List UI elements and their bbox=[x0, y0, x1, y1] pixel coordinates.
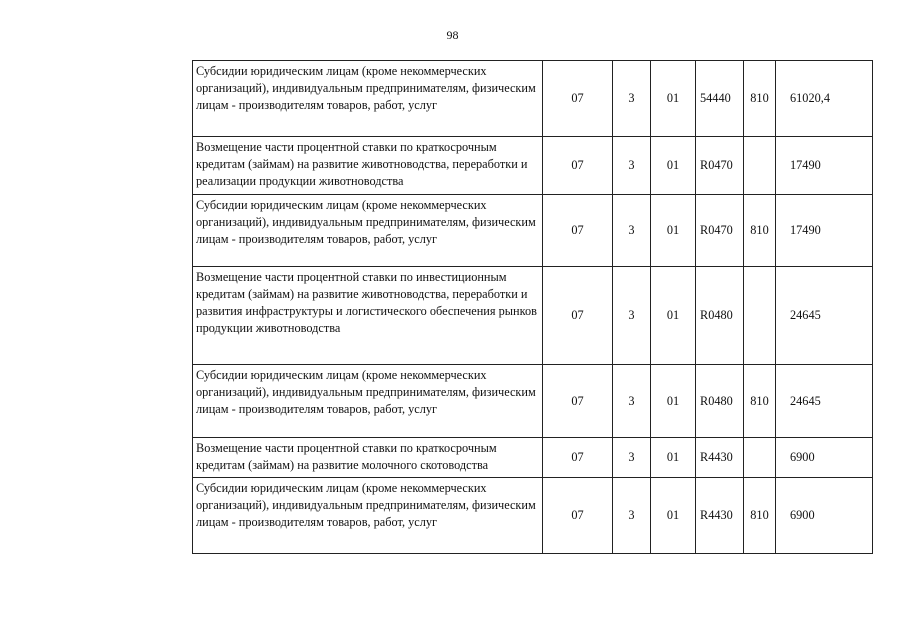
target-code: R4430 bbox=[696, 438, 744, 478]
section-code: 07 bbox=[543, 267, 613, 365]
amount: 6900 bbox=[776, 438, 873, 478]
table-row bbox=[193, 137, 873, 195]
table-row bbox=[193, 365, 873, 438]
expense-kind-code: 810 bbox=[744, 478, 776, 554]
page-number: 98 bbox=[446, 28, 459, 42]
subsection-code: 3 bbox=[613, 137, 651, 195]
target-code: R0470 bbox=[696, 195, 744, 267]
expense-kind-code bbox=[744, 267, 776, 365]
row-description: Субсидии юридическим лицам (кроме некоммерческих организаций), индивидуальным предпринимателям, физическим лицам - производителям товаров, работ, услуг bbox=[193, 478, 543, 554]
section-code: 07 bbox=[543, 365, 613, 438]
section-code: 07 bbox=[543, 195, 613, 267]
target-code: R0470 bbox=[696, 137, 744, 195]
target-code: R4430 bbox=[696, 478, 744, 554]
row-description: Возмещение части процентной ставки по краткосрочным кредитам (займам) на развитие молочного скотоводства bbox=[193, 438, 543, 478]
section-code: 07 bbox=[543, 438, 613, 478]
amount: 24645 bbox=[776, 267, 873, 365]
budget-table bbox=[192, 60, 873, 554]
amount: 61020,4 bbox=[776, 61, 873, 137]
expense-kind-code: 810 bbox=[744, 365, 776, 438]
target-code: R0480 bbox=[696, 267, 744, 365]
subsection-code: 3 bbox=[613, 438, 651, 478]
table-row bbox=[193, 267, 873, 365]
program-code: 01 bbox=[651, 267, 696, 365]
section-code: 07 bbox=[543, 478, 613, 554]
subsection-code: 3 bbox=[613, 195, 651, 267]
subsection-code: 3 bbox=[613, 365, 651, 438]
table-row bbox=[193, 438, 873, 478]
target-code: 54440 bbox=[696, 61, 744, 137]
amount: 17490 bbox=[776, 195, 873, 267]
program-code: 01 bbox=[651, 195, 696, 267]
expense-kind-code: 810 bbox=[744, 195, 776, 267]
row-description: Возмещение части процентной ставки по инвестиционным кредитам (займам) на развитие животноводства, переработки и развития инфраструктуры и логистического обеспечения рынков продукции животноводства bbox=[193, 267, 543, 365]
row-description: Субсидии юридическим лицам (кроме некоммерческих организаций), индивидуальным предпринимателям, физическим лицам - производителям товаров, работ, услуг bbox=[193, 195, 543, 267]
amount: 24645 bbox=[776, 365, 873, 438]
subsection-code: 3 bbox=[613, 267, 651, 365]
target-code: R0480 bbox=[696, 365, 744, 438]
row-description: Возмещение части процентной ставки по краткосрочным кредитам (займам) на развитие животноводства, переработки и реализации продукции животноводства bbox=[193, 137, 543, 195]
amount: 17490 bbox=[776, 137, 873, 195]
program-code: 01 bbox=[651, 365, 696, 438]
expense-kind-code bbox=[744, 137, 776, 195]
table-row bbox=[193, 195, 873, 267]
program-code: 01 bbox=[651, 61, 696, 137]
table-row bbox=[193, 478, 873, 554]
subsection-code: 3 bbox=[613, 478, 651, 554]
expense-kind-code: 810 bbox=[744, 61, 776, 137]
section-code: 07 bbox=[543, 61, 613, 137]
program-code: 01 bbox=[651, 438, 696, 478]
section-code: 07 bbox=[543, 137, 613, 195]
program-code: 01 bbox=[651, 137, 696, 195]
subsection-code: 3 bbox=[613, 61, 651, 137]
expense-kind-code bbox=[744, 438, 776, 478]
table-row bbox=[193, 61, 873, 137]
row-description: Субсидии юридическим лицам (кроме некоммерческих организаций), индивидуальным предпринимателям, физическим лицам - производителям товаров, работ, услуг bbox=[193, 61, 543, 137]
program-code: 01 bbox=[651, 478, 696, 554]
row-description: Субсидии юридическим лицам (кроме некоммерческих организаций), индивидуальным предпринимателям, физическим лицам - производителям товаров, работ, услуг bbox=[193, 365, 543, 438]
amount: 6900 bbox=[776, 478, 873, 554]
